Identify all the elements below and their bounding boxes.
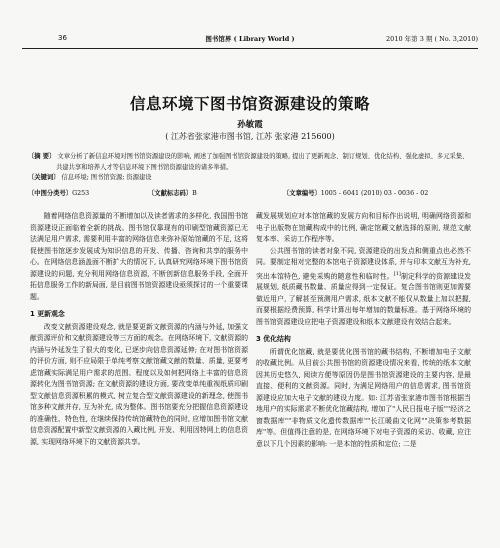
- paragraph-text: 制定科学的资源建设发展规划, 纸质藏书数量、质量应得到一定保证。复合图书馆则更加需要做近用户, 了解甚至预测用户需求, 纸本文献不能仅从数量上加以把握, 而要根据经费预算, 科学计算出每年增加的数量标准。基于网络环境的图书馆资源建设应把电子资源建设和纸本文献建设有效结合起来。: [256, 271, 471, 326]
- intro-paragraph: 随着网络信息资源量的不断增加以及读者需求的多样化, 我国图书馆资源建设正面临着全新的挑战。图书馆仅靠现有的印刷型馆藏资源已无法满足用户需求, 需要利用丰富的网络信息来弥补原始馆藏的不足, 这将促使图书馆逐步发展成为知识信息的开发、传播、咨询和共享的服务中心。在网络信息涵盖面不断扩大的情况下, 认真研究网络环境下图书馆资源建设的问题, 充分利用网络信息资源, 不断创新信息服务手段, 全面开拓信息服务工作的新局面, 是目前图书馆资源建设亟须探讨的一个重要课题。: [30, 212, 249, 301]
- clc-label: 〔中图分类号〕: [28, 190, 73, 197]
- right-column: [256, 211, 471, 450]
- article-title: 信息环境下图书馆资源建设的策略: [129, 95, 370, 113]
- clc: [28, 188, 89, 197]
- doc-code-value: B: [192, 190, 197, 197]
- article-id-value: 1005 - 6041 (2010) 03 - 0036 - 02: [320, 190, 429, 197]
- abstract-text: 文章分析了新信息环境对图书馆资源建设的影响, 阐述了加强图书馆资源建设的策略, 提出了更新观念、制订规划、优化结构、强化虚拟、多元采集、共建共享和培养人才等信息环境下图书馆资源建设的诸多举措。: [56, 153, 469, 171]
- abstract-label: 〔摘 要〕: [28, 153, 56, 160]
- author-name: 孙敏霞: [237, 120, 263, 130]
- section-heading: 3 优化结构: [256, 335, 291, 344]
- keywords-text: 信息环境; 图书馆资源; 资源建设: [61, 174, 152, 181]
- left-column: [30, 211, 248, 448]
- page-number: 36: [58, 34, 67, 42]
- keywords-label: 〔关键词〕: [28, 174, 60, 181]
- author-affiliation: ( 江苏省张家港市图书馆, 江苏 张家港 215600): [165, 132, 335, 141]
- section-heading: 1 更新观念: [30, 310, 65, 318]
- journal-name: 图书馆界 ( Library World ): [205, 35, 295, 43]
- abstract-block: [28, 152, 472, 184]
- keywords: [28, 173, 472, 184]
- header-rule: [22, 48, 478, 49]
- article-id: [283, 188, 428, 197]
- doc-code-label: 〔文献标志码〕: [148, 190, 193, 197]
- clc-value: G253: [72, 190, 90, 197]
- body-paragraph: 藏发展规划应对本馆馆藏的发展方向和目标作出说明, 明确网络资源和电子出版物在馆藏构成中的比例, 确定馆藏文献选择的原则, 规范文献复本率、采访工作程序等。: [256, 212, 471, 243]
- doc-code: [148, 188, 197, 197]
- article-id-label: 〔文章编号〕: [283, 190, 321, 197]
- body-paragraph: 所谓优化馆藏, 就是要优化图书馆的藏书结构, 不断增加电子文献的收藏比例。从目前公共图书馆的资源建设情况来看, 传统的纸本文献因其历史悠久, 阅读方便等原因仍是图书馆资源建设的主要内容, 是最直接、便利的文献资源。同时, 为满足网络用户的信息需求, 图书馆资源建设应加大电子文献的建设力度。如: 江苏省张家港市图书馆根据当地用户的实际需求不断优化馆藏结构, 增加了"人民日报电子版""经济之窗数据库""非物质文化遗传数据库""长江暖曲文化网""决策参考数据库"等。但值得注意的是, 在网络环境下对电子资源的采访、收藏, 应注意以下几个因素的影响: 一是本馆的性质和定位; 二是: [256, 347, 471, 448]
- abstract: [28, 152, 472, 173]
- paragraph-text: 公共图书馆的读者对象不同, 资源建设的出发点和侧重点也必然不同。要制定相对完整的本馆电子资源建设体系, 并与印本文献互为补充, 突出本馆特色, 避免采购的随意性和临时性。: [256, 246, 471, 280]
- body-paragraph: [256, 246, 471, 329]
- citation-ref: [1]: [393, 270, 401, 277]
- issue-info: 2010 年第 3 期 ( No. 3,2010): [386, 35, 478, 43]
- running-header: [22, 34, 478, 46]
- body-paragraph: 改变文献资源建设观念, 就是要更新文献资源的内涵与外延, 加强文献资源评价和文献资源建设等三方面的观念。在网络环境下, 文献资源的内涵与外延发生了很大的变化, 已逐步向信息资源延伸; 在对图书馆资源的评价方面, 则不应局限于单纯考察文献馆藏文献的数量、质量, 更要考虑馆藏实际满足用户需求的范围、程度以及如何把网络上丰富的信息资源转化为图书馆资源; 在文献资源的建设方面, 要改变单纯重视纸质印刷型文献信息资源积累的模式, 树立复合型文献资源建设的新理念, 使图书馆多种文献并存, 互为补充, 成为整体。图书馆要充分把握信息资源建设的准确性、特色性, 在继续保持传统馆藏特色的同时, 应增加图书馆文献信息资源配置中新型文献资源的入藏比例, 开发、利用因特网上的信息资源, 实现网络环境下的文献资源共享。: [30, 322, 248, 446]
